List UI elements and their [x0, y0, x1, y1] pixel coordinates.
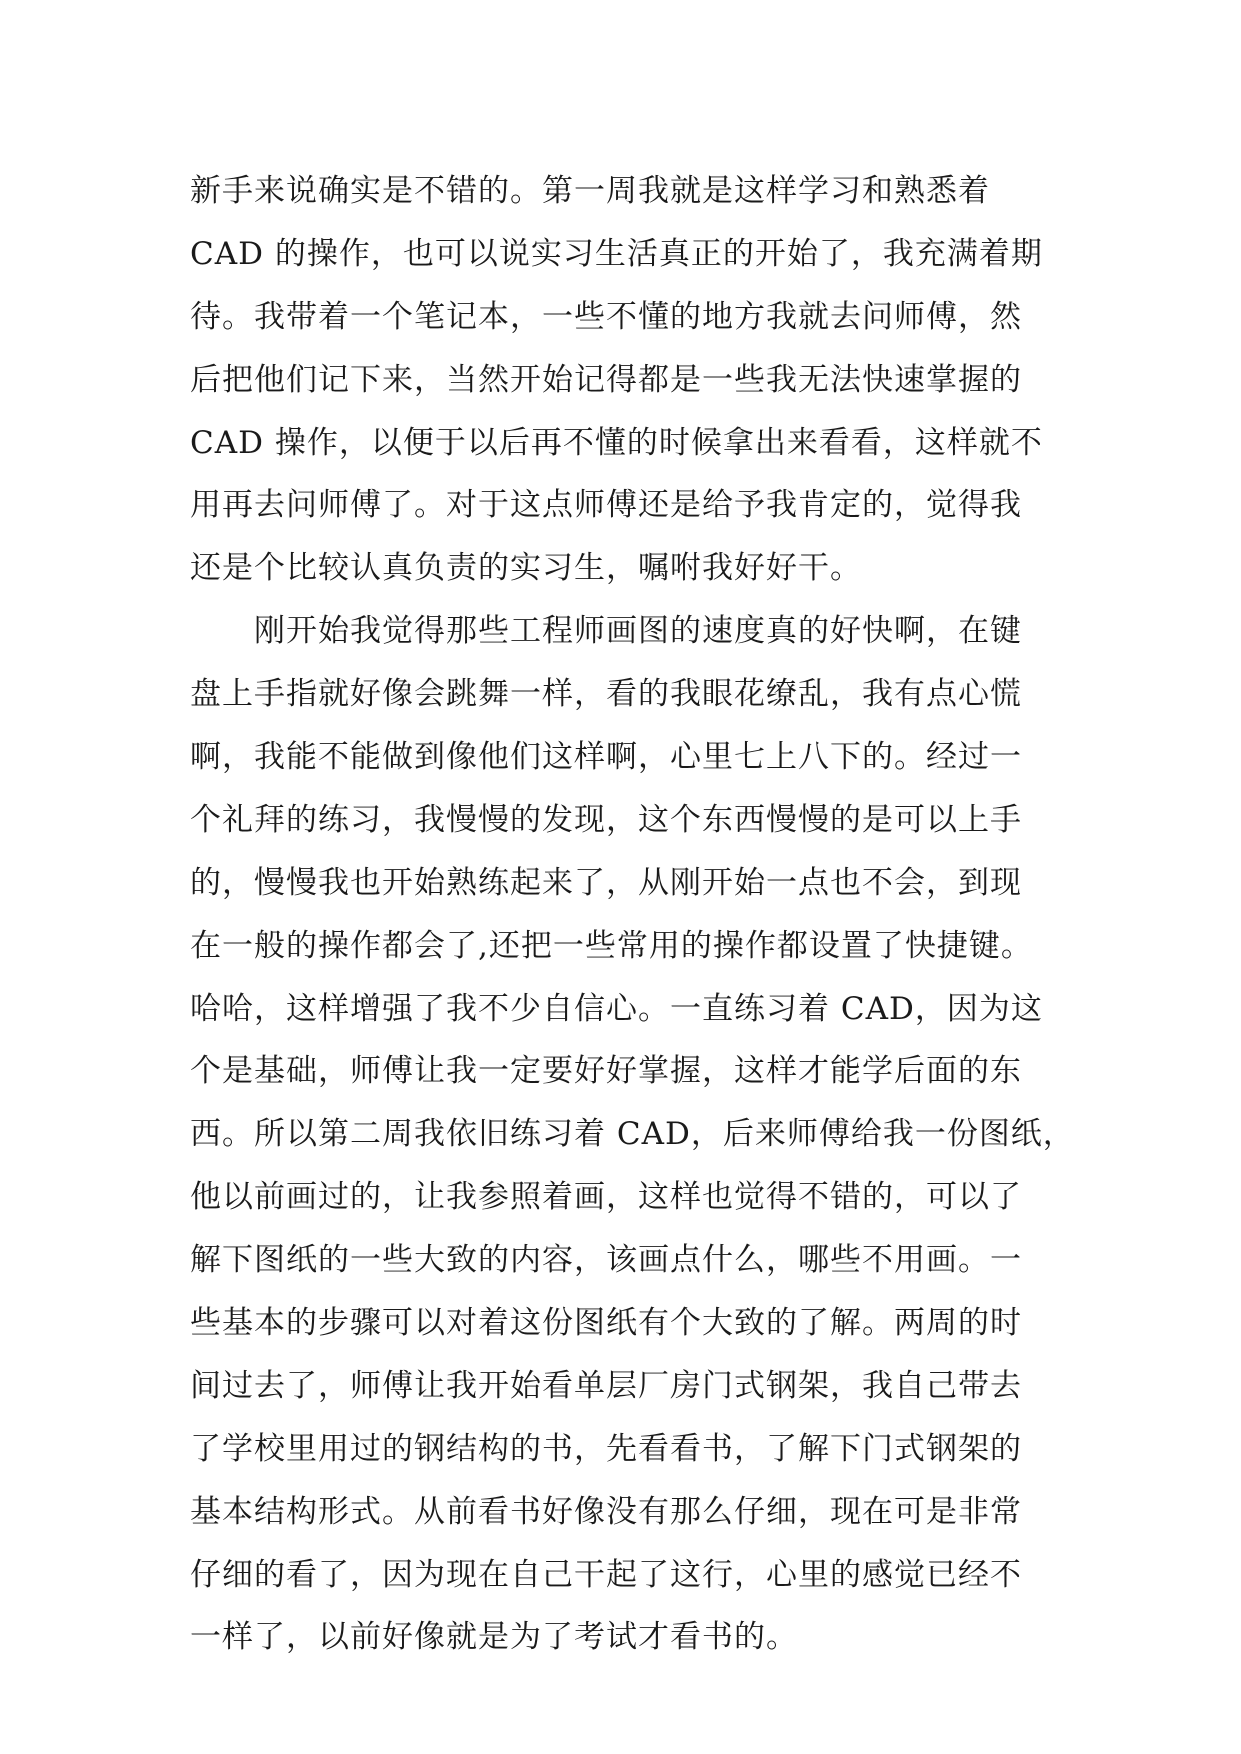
text-line: CAD 操作，以便于以后再不懂的时候拿出来看看，这样就不: [190, 424, 1043, 461]
text-line: 一样了，以前好像就是为了考试才看书的。: [190, 1619, 798, 1656]
text-line: 用再去问师傅了。对于这点师傅还是给予我肯定的，觉得我: [190, 487, 1022, 524]
text-line: 新手来说确实是不错的。第一周我就是这样学习和熟悉着: [190, 173, 990, 209]
text-line: 盘上手指就好像会跳舞一样，看的我眼花缭乱，我有点心慌: [190, 676, 1022, 713]
text-line: 的，慢慢我也开始熟练起来了，从刚开始一点也不会，到现: [190, 864, 1022, 901]
text-line: 哈哈，这样增强了我不少自信心。一直练习着 CAD，因为这: [190, 990, 1043, 1027]
text-line: 刚开始我觉得那些工程师画图的速度真的好快啊，在键: [190, 613, 1022, 650]
body-text: [190, 160, 1075, 1669]
text-line: 在一般的操作都会了,还把一些常用的操作都设置了快捷键。: [190, 927, 1033, 964]
text-line: 基本结构形式。从前看书好像没有那么仔细，现在可是非常: [190, 1493, 1022, 1530]
text-line: 待。我带着一个笔记本，一些不懂的地方我就去问师傅，然: [190, 298, 1022, 335]
text-line: 些基本的步骤可以对着这份图纸有个大致的了解。两周的时: [190, 1305, 1022, 1342]
text-line: 解下图纸的一些大致的内容，该画点什么，哪些不用画。一: [190, 1242, 1022, 1279]
text-line: 还是个比较认真负责的实习生，嘱咐我好好干。: [190, 550, 862, 587]
text-line: 西。所以第二周我依旧练习着 CAD，后来师傅给我一份图纸，: [190, 1116, 1075, 1153]
text-line: 了学校里用过的钢结构的书，先看看书，了解下门式钢架的: [190, 1430, 1022, 1467]
text-line: 仔细的看了，因为现在自己干起了这行，心里的感觉已经不: [190, 1556, 1022, 1593]
text-line: 间过去了，师傅让我开始看单层厂房门式钢架，我自己带去: [190, 1367, 1022, 1404]
text-line: 后把他们记下来，当然开始记得都是一些我无法快速掌握的: [190, 361, 1022, 398]
text-line: CAD 的操作，也可以说实习生活真正的开始了，我充满着期: [190, 235, 1043, 272]
text-line: 啊，我能不能做到像他们这样啊，心里七上八下的。经过一: [190, 739, 1022, 776]
text-line: 他以前画过的，让我参照着画，这样也觉得不错的，可以了: [190, 1179, 1022, 1216]
text-line: 个礼拜的练习，我慢慢的发现，这个东西慢慢的是可以上手: [190, 801, 1022, 838]
text-line: 个是基础，师傅让我一定要好好掌握，这样才能学后面的东: [190, 1053, 1022, 1090]
